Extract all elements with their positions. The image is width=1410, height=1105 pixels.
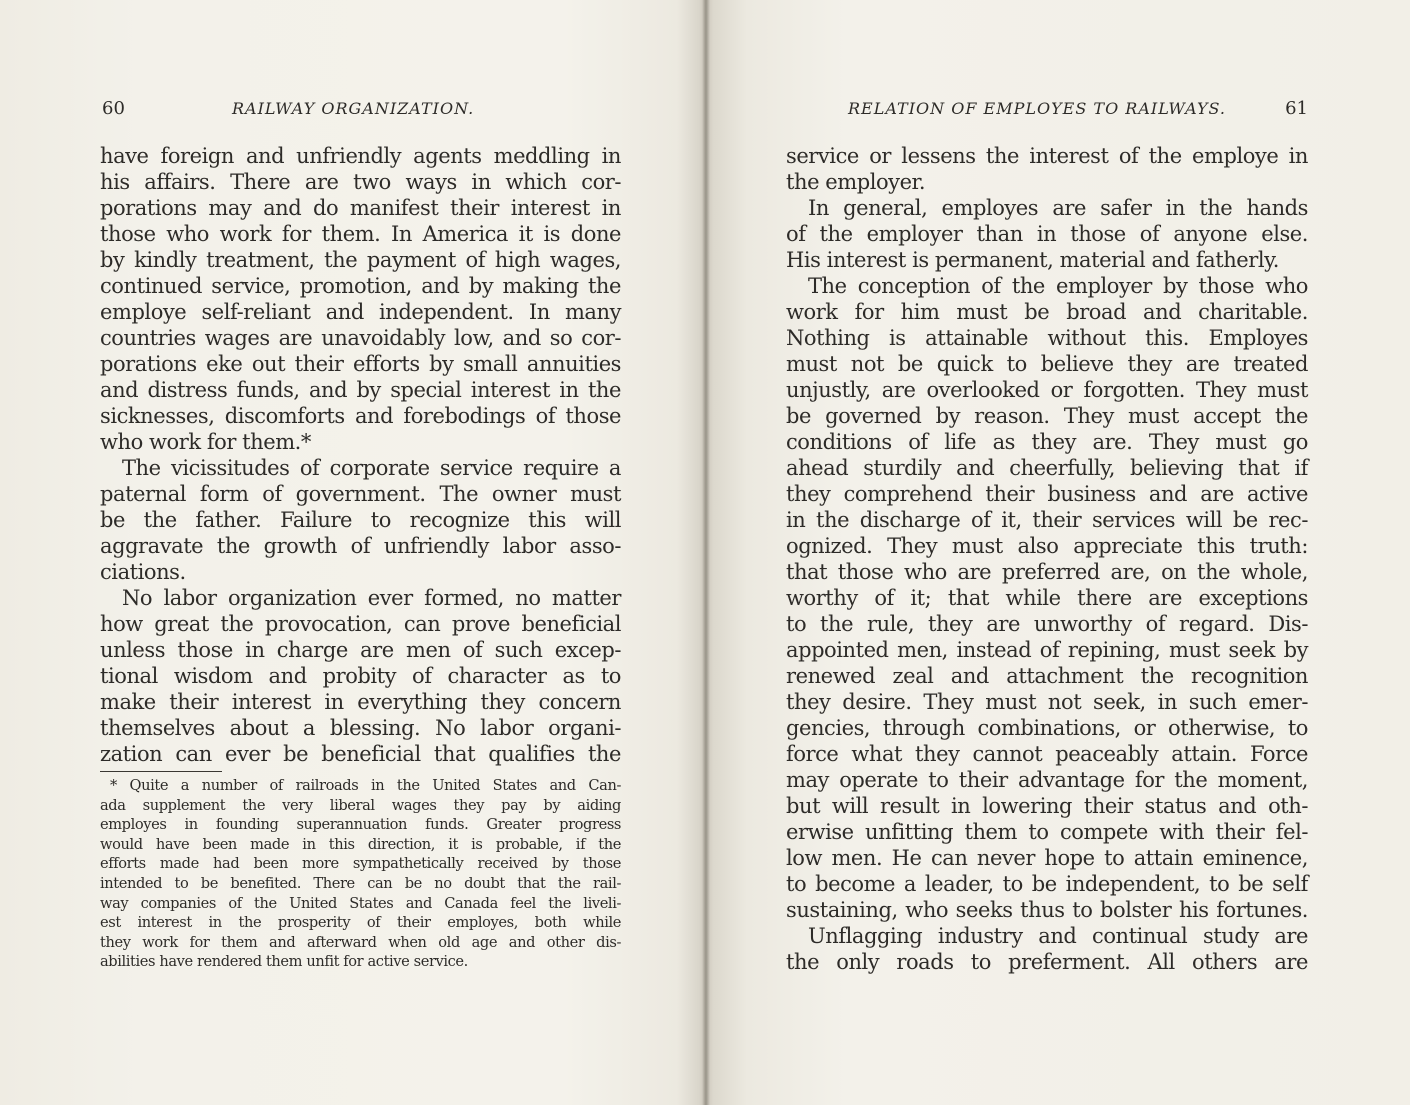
text-line: unless those in charge are men of such excep-: [100, 638, 621, 662]
text-line: themselves about a blessing. No labor organi-: [100, 716, 621, 740]
text-line: porations eke out their efforts by small annuities: [100, 352, 621, 376]
footnote-line: abilities have rendered them unfit for active service.: [100, 953, 468, 971]
text-line: work for him must be broad and charitable.: [786, 300, 1308, 324]
text-line: porations may and do manifest their interest in: [100, 196, 621, 220]
text-line: His interest is permanent, material and fatherly.: [786, 248, 1279, 272]
text-line: how great the provocation, can prove beneficial: [100, 612, 621, 636]
text-line: conditions of life as they are. They must go: [786, 430, 1308, 454]
left-body-text: [100, 143, 621, 767]
footnote-line: they work for them and afterward when old age and other dis-: [100, 933, 621, 951]
text-line: service or lessens the interest of the employe in: [786, 144, 1308, 168]
footnote-line: * Quite a number of railroads in the United States and Can-: [110, 777, 621, 794]
text-line: gencies, through combinations, or otherwise, to: [786, 716, 1308, 740]
text-line: be governed by reason. They must accept the: [786, 404, 1308, 428]
text-line: by kindly treatment, the payment of high wages,: [100, 248, 621, 272]
footnote: [100, 776, 621, 972]
text-line: force what they cannot peaceably attain. Force: [786, 742, 1308, 766]
footnote-line: ada supplement the very liberal wages they pay by aiding: [100, 796, 621, 814]
text-line: appointed men, instead of repining, must seek by: [786, 638, 1308, 662]
text-line: paternal form of government. The owner must: [100, 482, 621, 506]
text-line: Unflagging industry and continual study are: [808, 924, 1308, 948]
text-line: The vicissitudes of corporate service require a: [122, 456, 621, 480]
footnote-line: way companies of the United States and Canada feel the liveli-: [100, 894, 621, 912]
text-line: continued service, promotion, and by making the: [100, 274, 621, 298]
running-head-title-left: RAILWAY ORGANIZATION.: [232, 99, 475, 118]
text-line: but will result in lowering their status and oth-: [786, 794, 1308, 818]
footnote-line: est interest in the prosperity of their employes, both while: [100, 914, 621, 932]
text-line: in the discharge of it, their services will be rec-: [786, 508, 1308, 532]
text-line: unjustly, are overlooked or forgotten. They must: [786, 378, 1308, 402]
text-line: have foreign and unfriendly agents meddling in: [100, 144, 621, 168]
text-line: The conception of the employer by those who: [808, 274, 1308, 298]
text-line: they desire. They must not seek, in such emer-: [786, 690, 1308, 714]
text-line: the only roads to preferment. All others are: [786, 950, 1308, 974]
footnote-line: employes in founding superannuation funds. Greater progress: [100, 816, 621, 834]
text-line: the employer.: [786, 170, 926, 194]
text-line: worthy of it; that while there are exceptions: [786, 586, 1308, 610]
text-line: must not be quick to believe they are treated: [786, 352, 1308, 376]
footnote-line: intended to be benefited. There can be no doubt that the rail-: [100, 874, 621, 892]
text-line: that those who are preferred are, on the whole,: [786, 560, 1308, 584]
text-line: aggravate the growth of unfriendly labor asso-: [100, 534, 621, 558]
right-running-head: [786, 96, 1308, 122]
text-line: to the rule, they are unworthy of regard. Dis-: [786, 612, 1308, 636]
text-line: ognized. They must also appreciate this truth:: [786, 534, 1308, 558]
text-line: who work for them.*: [100, 430, 311, 454]
right-body-text: [786, 143, 1308, 975]
text-line: those who work for them. In America it is done: [100, 222, 621, 246]
text-line: ciations.: [100, 560, 186, 584]
book-gutter: [702, 0, 710, 1105]
text-line: tional wisdom and probity of character as to: [100, 664, 621, 688]
text-line: erwise unfitting them to compete with their fel-: [786, 820, 1308, 844]
text-line: renewed zeal and attachment the recognition: [786, 664, 1308, 688]
running-head-title-right: RELATION OF EMPLOYES TO RAILWAYS.: [848, 99, 1227, 118]
page-number-left: 60: [102, 98, 125, 119]
text-line: In general, employes are safer in the hands: [808, 196, 1308, 220]
text-line: of the employer than in those of anyone else.: [786, 222, 1308, 246]
text-line: and distress funds, and by special interest in the: [100, 378, 621, 402]
footnote-line: would have been made in this direction, it is probable, if the: [100, 835, 621, 853]
text-line: be the father. Failure to recognize this will: [100, 508, 621, 532]
text-line: No labor organization ever formed, no matter: [122, 586, 621, 610]
text-line: sicknesses, discomforts and forebodings of those: [100, 404, 621, 428]
footnote-rule: [100, 771, 222, 772]
page-number-right: 61: [1285, 98, 1308, 119]
text-line: may operate to their advantage for the moment,: [786, 768, 1308, 792]
text-line: make their interest in everything they concern: [100, 690, 621, 714]
text-line: to become a leader, to be independent, to be self: [786, 872, 1308, 896]
footnote-line: efforts made had been more sympathetically received by those: [100, 855, 621, 873]
text-line: employe self-reliant and independent. In many: [100, 300, 621, 324]
text-line: his affairs. There are two ways in which cor-: [100, 170, 621, 194]
text-line: low men. He can never hope to attain eminence,: [786, 846, 1308, 870]
text-line: they comprehend their business and are active: [786, 482, 1308, 506]
text-line: zation can ever be beneficial that qualifies the: [100, 742, 621, 766]
text-line: Nothing is attainable without this. Employes: [786, 326, 1308, 350]
text-line: sustaining, who seeks thus to bolster his fortunes.: [786, 898, 1308, 922]
text-line: countries wages are unavoidably low, and so cor-: [100, 326, 621, 350]
text-line: ahead sturdily and cheerfully, believing that if: [786, 456, 1308, 480]
left-running-head: [100, 96, 621, 122]
